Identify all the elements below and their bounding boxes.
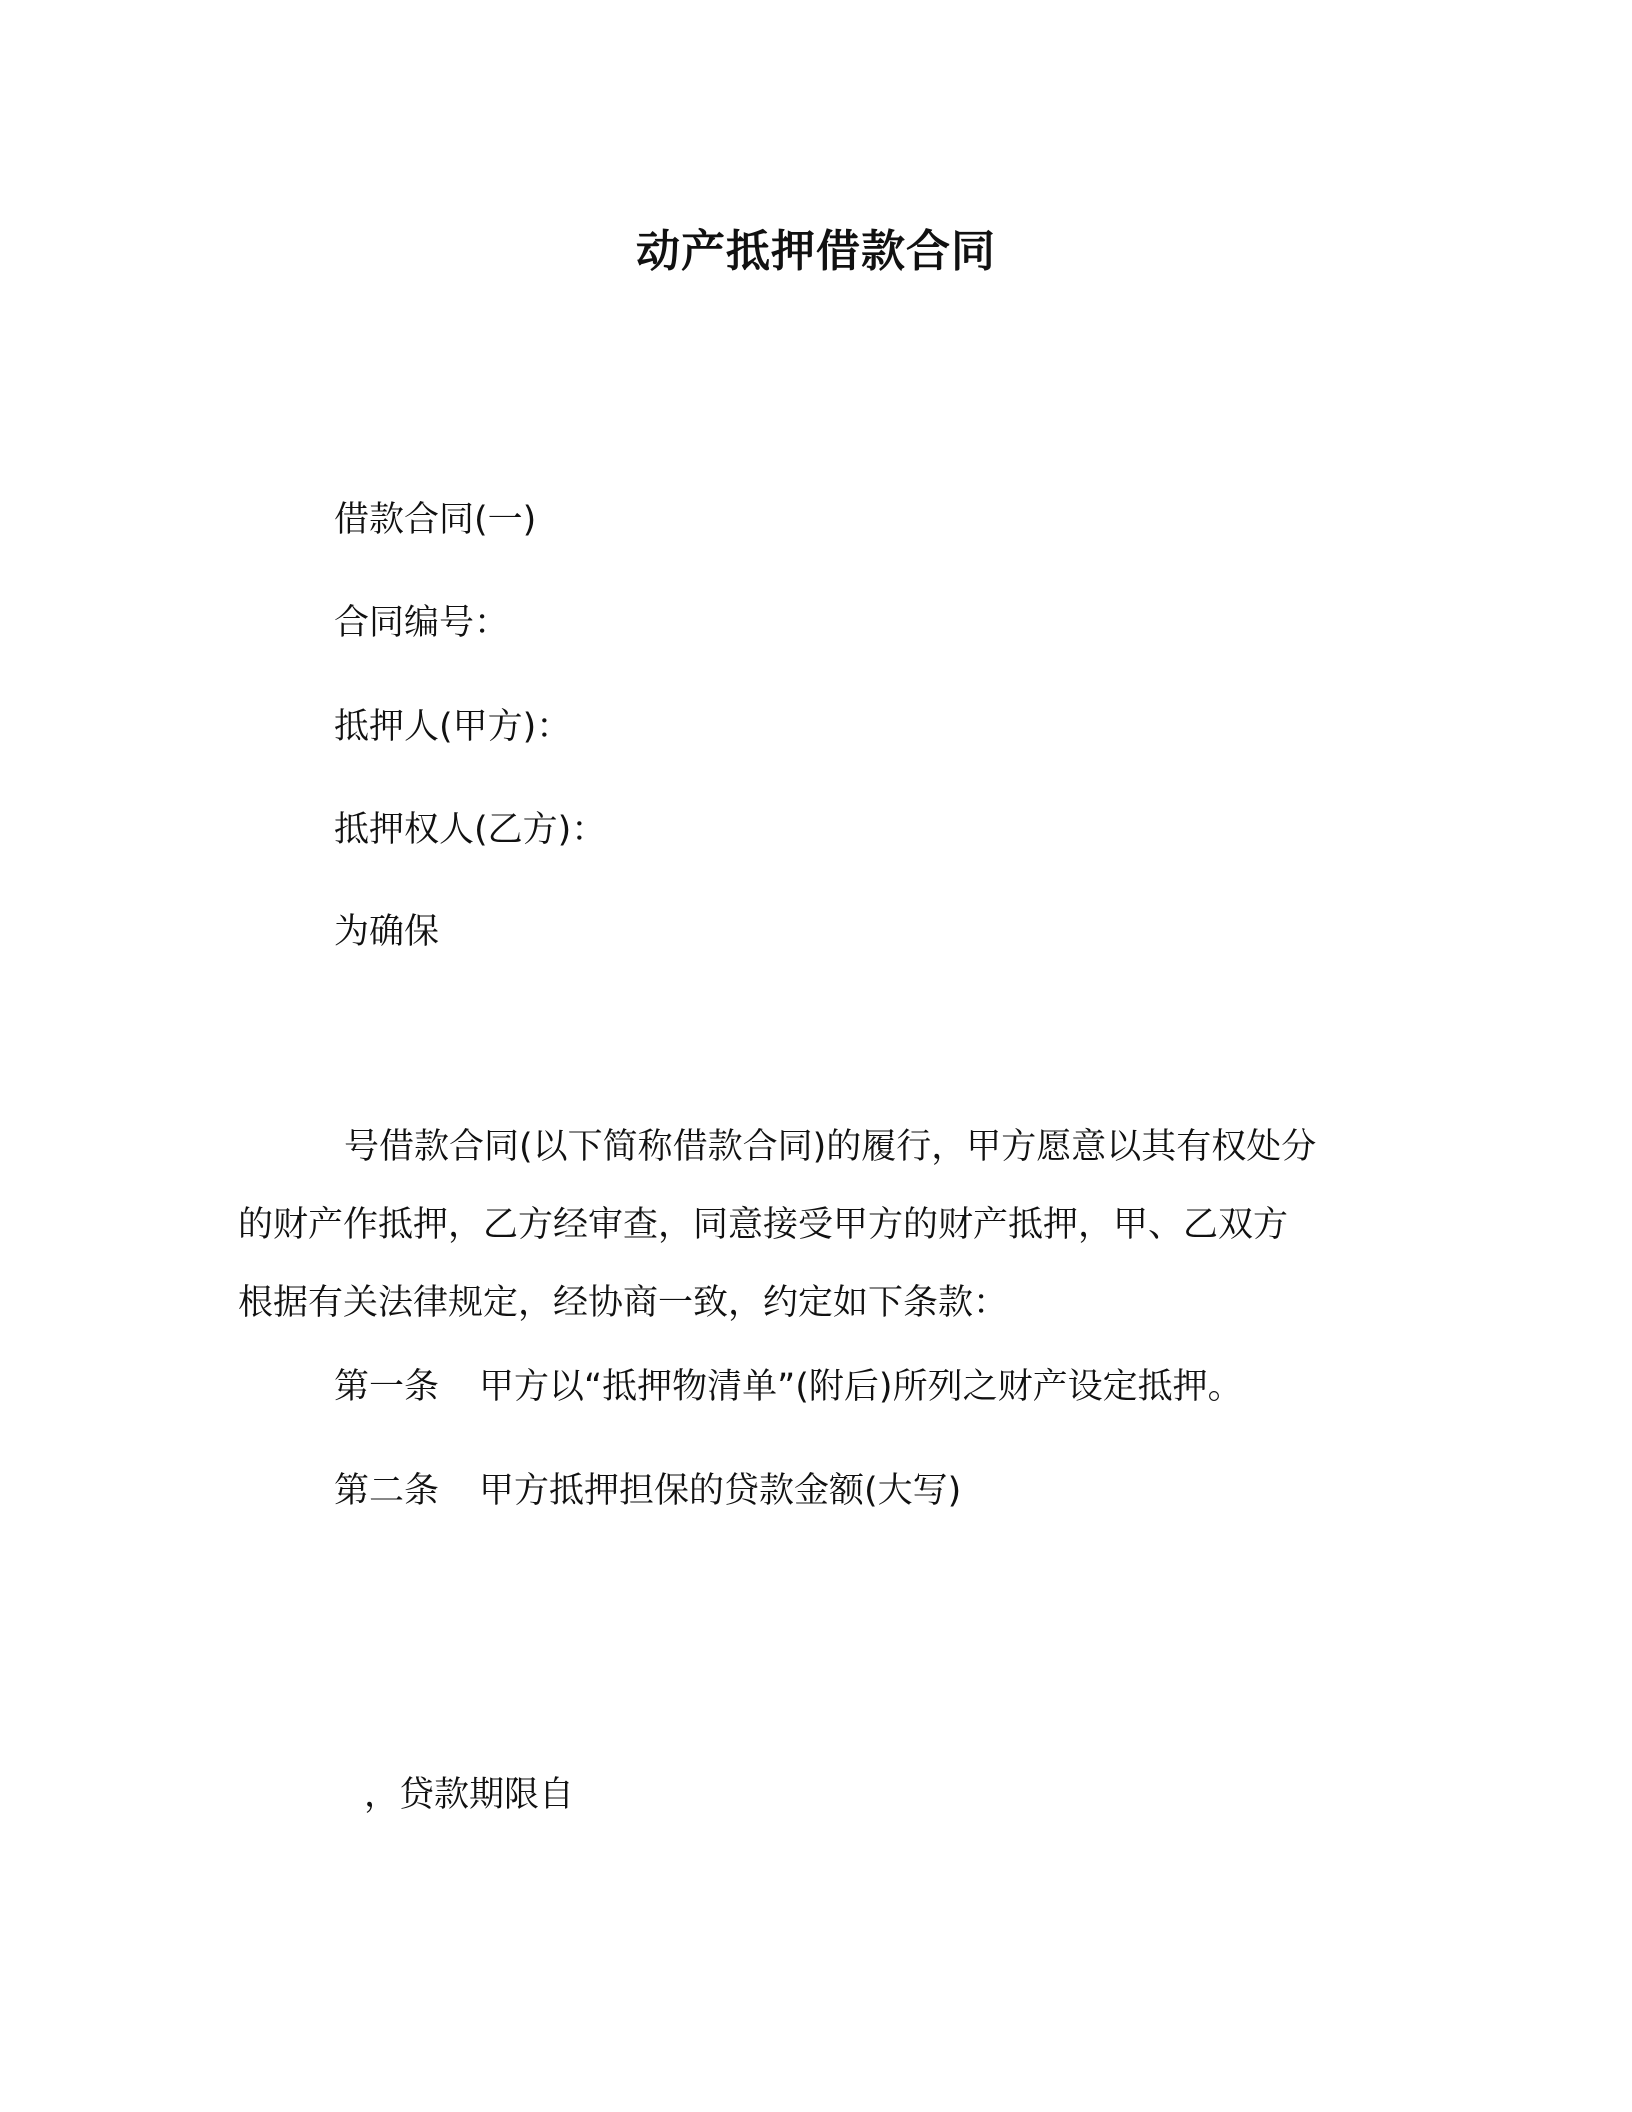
article-1 xyxy=(334,1362,1243,1412)
paragraph-line: 号借款合同(以下简称借款合同)的履行，甲方愿意以其有权处分 xyxy=(344,1127,1317,1167)
intro-paragraph xyxy=(238,1108,1378,1342)
mortgagee-field: 抵押权人(乙方)： xyxy=(334,810,607,850)
paragraph-line: 的财产作抵押，乙方经审查，同意接受甲方的财产抵押，甲、乙双方 xyxy=(238,1205,1289,1245)
contract-label: 借款合同(一) xyxy=(334,500,537,540)
article-number: 第二条 xyxy=(334,1471,440,1511)
document-title: 动产抵押借款合同 xyxy=(636,226,996,277)
paragraph-line: 根据有关法律规定，经协商一致，约定如下条款： xyxy=(238,1283,1009,1323)
contract-number-field: 合同编号： xyxy=(334,603,510,643)
article-2 xyxy=(334,1466,961,1516)
purpose-text: 为确保 xyxy=(334,912,440,952)
article-text: 甲方抵押担保的贷款金额(大写) xyxy=(479,1471,962,1511)
article-text: 甲方以“抵押物清单”(附后)所列之财产设定抵押。 xyxy=(479,1367,1243,1407)
article-number: 第一条 xyxy=(334,1367,440,1407)
mortgagor-field: 抵押人(甲方)： xyxy=(334,707,572,747)
loan-term-text: ，贷款期限自 xyxy=(364,1775,575,1815)
